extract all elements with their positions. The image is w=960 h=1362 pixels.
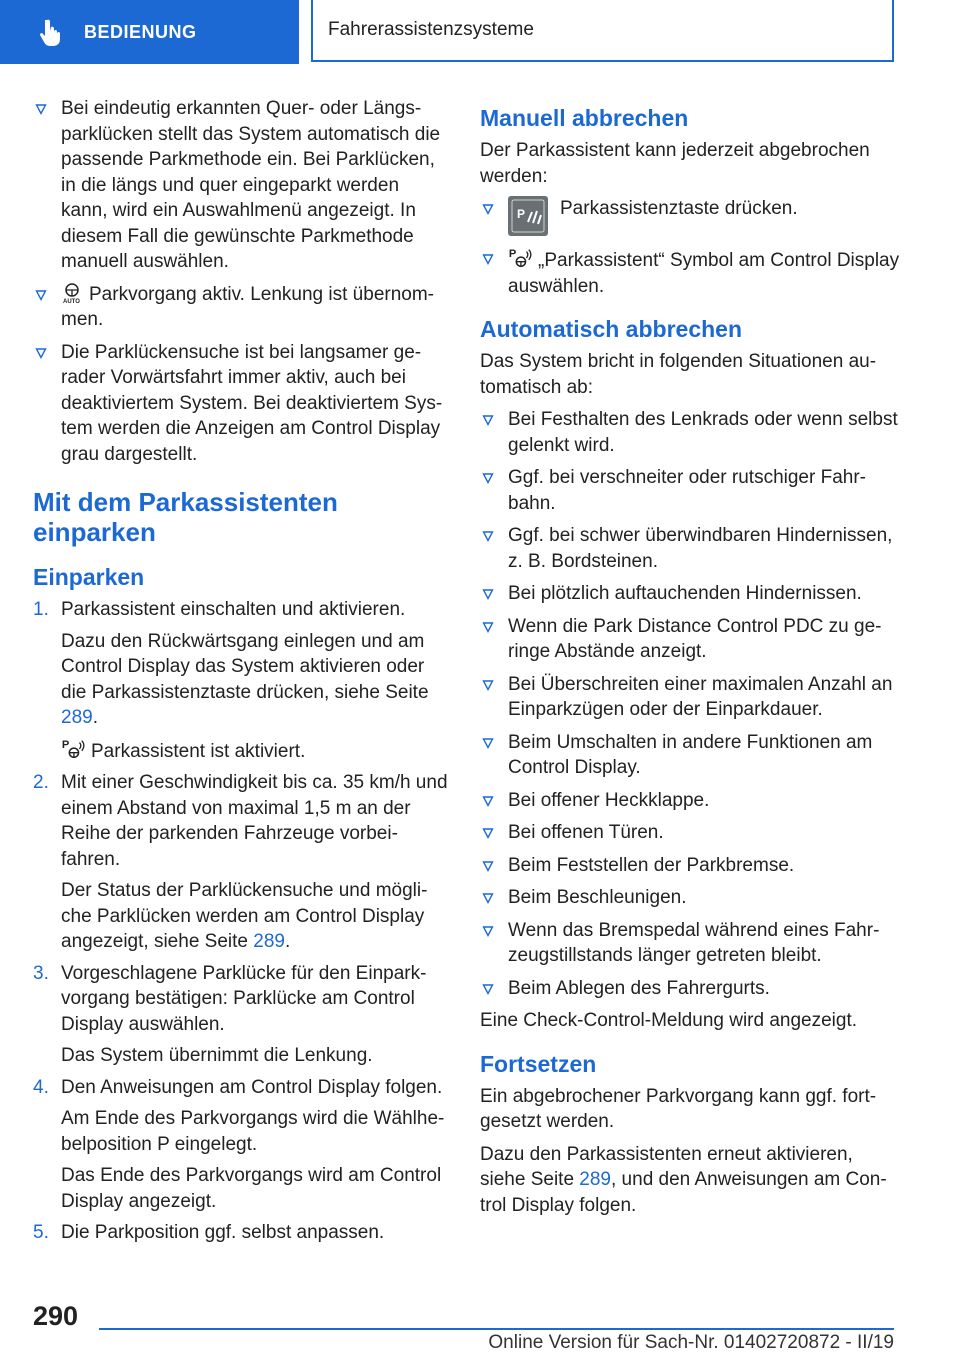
- page-link[interactable]: 289: [253, 931, 285, 952]
- triangle-bullet-icon: [482, 414, 494, 426]
- list-item: Die Parklückensuche ist bei langsamer gerader Vorwärtsfahrt immer aktiv, auch bei deaktiviertem System. Bei deaktiviertem System werden die Anzeigen am Control Display grau dargestellt.: [33, 340, 448, 468]
- step-item: 4. Den Anweisungen am Control Display folgen.: [33, 1076, 443, 1098]
- svg-text:AUTO: AUTO: [63, 298, 80, 304]
- triangle-bullet-icon: [482, 472, 494, 484]
- list-item: Bei plötzlich auftauchenden Hindernissen.: [480, 581, 900, 607]
- step-detail: Parkassistent ist aktiviert.: [33, 737, 448, 765]
- footer-divider: [99, 1328, 894, 1330]
- step-detail: Dazu den Rückwärtsgang einlegen und am Control Display das System aktivieren oder die Parkassistenztaste drücken, siehe Seite 289.: [61, 630, 429, 728]
- triangle-bullet-icon: [35, 347, 47, 359]
- paragraph: Ein abgebrochener Parkvorgang kann ggf. fortgesetzt werden.: [480, 1085, 877, 1132]
- list-item: Wenn die Park Distance Control PDC zu geringe Abstände anzeigt.: [480, 614, 900, 665]
- step-item: 2. Mit einer Geschwindigkeit bis ca. 35 km/h und einem Abstand von maximal 1,5 m an der Reihe der parkenden Fahrzeuge vorbeifahren.: [33, 772, 448, 870]
- step-detail: Das Ende des Parkvorgangs wird am Control Display angezeigt.: [61, 1165, 442, 1212]
- right-column: [480, 96, 900, 1225]
- steering-wheel-auto-icon: [61, 282, 83, 304]
- page-link[interactable]: 289: [579, 1169, 611, 1190]
- paragraph: Eine Check-Control-Meldung wird angezeigt.: [480, 1010, 858, 1031]
- list-item: Beim Feststellen der Parkbremse.: [480, 853, 900, 879]
- list-item: Ggf. bei schwer überwindbaren Hindernissen, z. B. Bordsteinen.: [480, 523, 900, 574]
- left-column: [33, 96, 448, 1252]
- chapter-title-text: Fahrerassistenzsysteme: [328, 19, 534, 40]
- triangle-bullet-icon: [482, 588, 494, 600]
- auto-cancel-list: [480, 407, 900, 1001]
- page-link[interactable]: 289: [61, 707, 93, 728]
- triangle-bullet-icon: [482, 621, 494, 633]
- list-item: AUTO Parkvorgang aktiv. Lenkung ist übernommen.: [33, 282, 448, 333]
- triangle-bullet-icon: [35, 103, 47, 115]
- park-assist-icon: [508, 246, 532, 270]
- list-item: P Parkassistenztaste drücken.: [480, 196, 900, 236]
- list-item: Ggf. bei verschneiter oder rutschiger Fahrbahn.: [480, 465, 900, 516]
- triangle-bullet-icon: [482, 679, 494, 691]
- section-heading: Mit dem Parkassistenten einparken: [33, 487, 338, 547]
- step-detail: Das System übernimmt die Lenkung.: [61, 1045, 373, 1066]
- list-item: Bei eindeutig erkannten Quer- oder Längsparklücken stellt das System automatisch die passende Parkmethode ein. Bei Parklücken, in die längs und quer eingeparkt werden kann, wird ein Auswahlmenü angezeigt. In diesem Fall die gewünschte Parkmethode manuell auswählen.: [33, 96, 448, 275]
- list-item: Bei offener Heckklappe.: [480, 788, 900, 814]
- page-number: 290: [33, 1301, 79, 1331]
- list-item: Bei Überschreiten einer maximalen Anzahl an Einparkzügen oder der Einparkdauer.: [480, 672, 900, 723]
- park-assist-icon: [61, 737, 85, 761]
- paragraph: Der Parkassistent kann jederzeit abgebrochen werden:: [480, 140, 870, 187]
- park-assist-button-icon: [508, 196, 548, 236]
- subsection-heading: Einparken: [33, 564, 145, 590]
- paragraph: Das System bricht in folgenden Situationen automatisch ab:: [480, 351, 877, 398]
- list-item: Bei Festhalten des Lenkrads oder wenn selbst gelenkt wird.: [480, 407, 900, 458]
- list-item: Bei offenen Türen.: [480, 820, 900, 846]
- triangle-bullet-icon: [482, 253, 494, 265]
- step-item: 1. Parkassistent einschalten und aktivieren.: [33, 599, 406, 620]
- list-item: Beim Umschalten in andere Funktionen am Control Display.: [480, 730, 900, 781]
- hand-pointer-icon: [40, 18, 66, 46]
- footer-online-version: Online Version für Sach-Nr. 01402720872 - II/19: [488, 1332, 894, 1353]
- svg-text:P: P: [517, 207, 526, 221]
- triangle-bullet-icon: [482, 925, 494, 937]
- list-item: „Parkassistent“ Symbol am Control Display auswählen.: [480, 246, 900, 299]
- list-item: Wenn das Bremspedal während eines Fahrzeugstillstands länger getreten bleibt.: [480, 918, 900, 969]
- section-tab-label: BEDIENUNG: [84, 21, 197, 42]
- subsection-heading: Manuell abbrechen: [480, 105, 689, 131]
- triangle-bullet-icon: [482, 203, 494, 215]
- list-item: Beim Beschleunigen.: [480, 885, 900, 911]
- triangle-bullet-icon: [482, 983, 494, 995]
- triangle-bullet-icon: [482, 795, 494, 807]
- triangle-bullet-icon: [35, 289, 47, 301]
- chapter-title: [311, 0, 894, 62]
- triangle-bullet-icon: [482, 892, 494, 904]
- paragraph: Dazu den Parkassistenten erneut aktivieren, siehe Seite 289, und den Anweisungen am Control Display folgen.: [480, 1143, 887, 1216]
- triangle-bullet-icon: [482, 530, 494, 542]
- subsection-heading: Automatisch abbrechen: [480, 316, 742, 342]
- list-item: Beim Ablegen des Fahrergurts.: [480, 976, 900, 1002]
- section-tab[interactable]: [0, 0, 299, 64]
- step-item: 5. Die Parkposition ggf. selbst anpassen.: [33, 1222, 385, 1243]
- subsection-heading: Fortsetzen: [480, 1050, 597, 1077]
- step-detail: Der Status der Parklückensuche und mögliche Parklücken werden am Control Display angezeigt, siehe Seite 289.: [61, 880, 428, 952]
- triangle-bullet-icon: [482, 860, 494, 872]
- triangle-bullet-icon: [482, 737, 494, 749]
- triangle-bullet-icon: [482, 827, 494, 839]
- step-detail: Am Ende des Parkvorgangs wird die Wählhebelposition P eingelegt.: [61, 1108, 445, 1155]
- step-item: 3. Vorgeschlagene Parklücke für den Einparkvorgang bestätigen: Parklücke am Control Display auswählen.: [33, 962, 427, 1035]
